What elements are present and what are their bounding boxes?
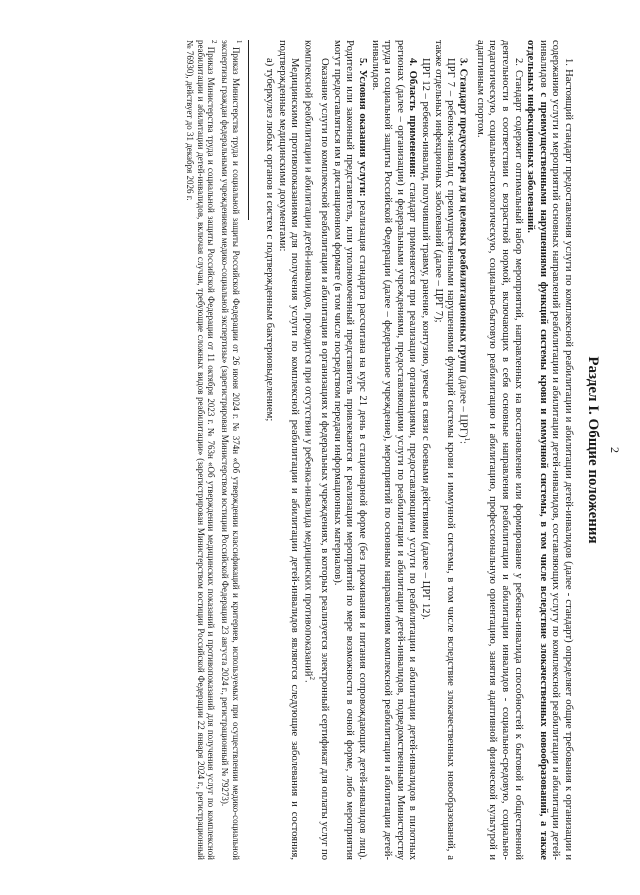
page-number: 2 (608, 447, 622, 453)
page-content (12, 40, 622, 860)
paragraph-1-bold: с преимущественными нарушениями функций системы крови и иммунной системы, в том числе вследствие злокачественных новообразований, а также отдельных инфекционных заболеваний. (525, 40, 549, 860)
paragraph-6-text: Оказание услуги по комплексной реабилитации и абилитации в организациях и федеральных учреждениях, в которых реализуется электронный сертификат для оплаты услуг по комплексной реабилитации и абилитации детей-инвалидов, проводится при отсутствии у ребенка-инвалида медицинских противопоказаний (302, 40, 331, 860)
paragraph-4-label: 4. Область применения: (407, 58, 419, 178)
paragraph-6-tail: . (302, 679, 314, 683)
paragraph-5-rest: реализация стандарта рассчитана на курс 21 день в стационарной форме (без проживания и питания сопровождающих детей-инвалидов лиц). Родители или законный представитель, или уполномоченный представитель привлекаются к реализации мероприятий по мере возможности в очной форме, либо мероприятия могут предоставляться им в дистанционном формате (в том числе посредством передачи информационных материалов). (331, 40, 368, 860)
document-body (263, 40, 574, 860)
footnote-1-mark: 1 (234, 40, 243, 44)
paragraph-3 (456, 40, 473, 860)
footnote-ref-2: 2 (307, 676, 316, 680)
footnote-1 (220, 40, 244, 860)
paragraph-1-text: 1. Настоящий стандарт предоставления услуги по комплексной реабилитации и абилитации детей-инвалидов (далее - стандарт) определяет общие требования к организации и содержанию услуги и мероприятий основных направлений реабилитации и абилитации детей-инвалидов, составляющих услугу по комплексной реабилитации и абилитации детей-инвалидов (537, 40, 574, 860)
footnote-2-text: Приказ Министерства труда и социальной защиты Российской Федерации от 11 октября 2023 г. № 763н «Об утверждении медицинских показаний и противопоказаний для получения услуг по комплексной реабилитации и абилитации детей-инвалидов, включая случаи, требующие сложных видов реабилитации» (зарегистрирован Министерством юстиции Российской Федерации 22 января 2024 г., регистрационный № 76930), действует до 31 декабря 2026 г. (185, 40, 217, 860)
footnote-2 (185, 40, 220, 860)
paragraph-4-rest: стандарт применяется при реализации организациями, предоставляющими услуги по реабилитации и абилитации детей-инвалидов в пилотных регионах (далее – организации) и федеральными учреждениями, предоставляющими услуги по реабилитации и абилитации детей-инвалидов, подведомственными Министерству труда и социальной защиты Российской Федерации (далее – федеральное учреждение), мероприятий по основным направлениям комплексной реабилитации и абилитации детей-инвалидов. (369, 40, 419, 860)
target-group-7: ЦРГ 7 – ребенок-инвалид с преимущественными нарушениями функций системы крови и иммунной системы, в том числе вследствие злокачественных новообразований, а также отдельных инфекционных заболеваний (далее – ЦРГ 7); (432, 40, 457, 860)
paragraph-3-label: 3. Стандарт предусмотрен для целевых реабилитационных групп (457, 58, 469, 373)
paragraph-6 (300, 40, 330, 860)
target-group-12: ЦРГ 12 – ребенок-инвалид, получивший травму, ранение, контузию, увечье в связи с боевыми действиями (далее – ЦРГ 12). (419, 58, 431, 620)
footnote-1-text: Приказ Министерства труда и социальной защиты Российской Федерации от 26 июня 2024 г. № 374н «Об утверждении классификаций и критериев, используемых при осуществлении медико-социальной экспертизы граждан федеральными учреждениями медико-социальной экспертизы» (зарегистрирован Министерством юстиции Российской Федерации 23 августа 2024 г., регистрационный № 79273). (220, 40, 241, 861)
paragraph-3-rest: (далее – ЦРГ) (457, 372, 469, 438)
paragraph-2: 2. Стандарт содержит оптимальный набор мероприятий, направленных на восстановление или формирование у ребенка-инвалида способностей к бытовой и общественной деятельности в соответствии с возрастной нормой, включающих в себя основные направления реабилитации и абилитации инвалидов - социально-средовую, социально-педагогическую, социально-психологическую, социально-бытовую реабилитацию и абилитацию, профессиональную ориентацию, занятия адаптивной физической культурой и адаптивным спортом. (474, 40, 524, 860)
paragraph-4 (368, 40, 418, 860)
footnote-ref-1: 1 (463, 437, 472, 441)
section-title: Раздел I. Общие положения (585, 356, 601, 544)
footnote-divider (248, 40, 249, 220)
paragraph-7: Медицинскими противопоказаниями для получения услуги по комплексной реабилитации и абилитации детей-инвалидов являются следующие заболевания и состояния, подтвержденные медицинскими документами: (276, 40, 301, 860)
paragraph-5 (330, 40, 368, 860)
paragraph-8: а) туберкулез любых органов и систем с подтвержденным бактериовыделением; (264, 58, 276, 422)
footnote-2-mark: 2 (210, 40, 219, 44)
paragraph-1 (524, 40, 574, 860)
paragraph-5-label: 5. Условия оказания услуги: (356, 58, 368, 197)
paragraph-3-tail: : (457, 440, 469, 444)
